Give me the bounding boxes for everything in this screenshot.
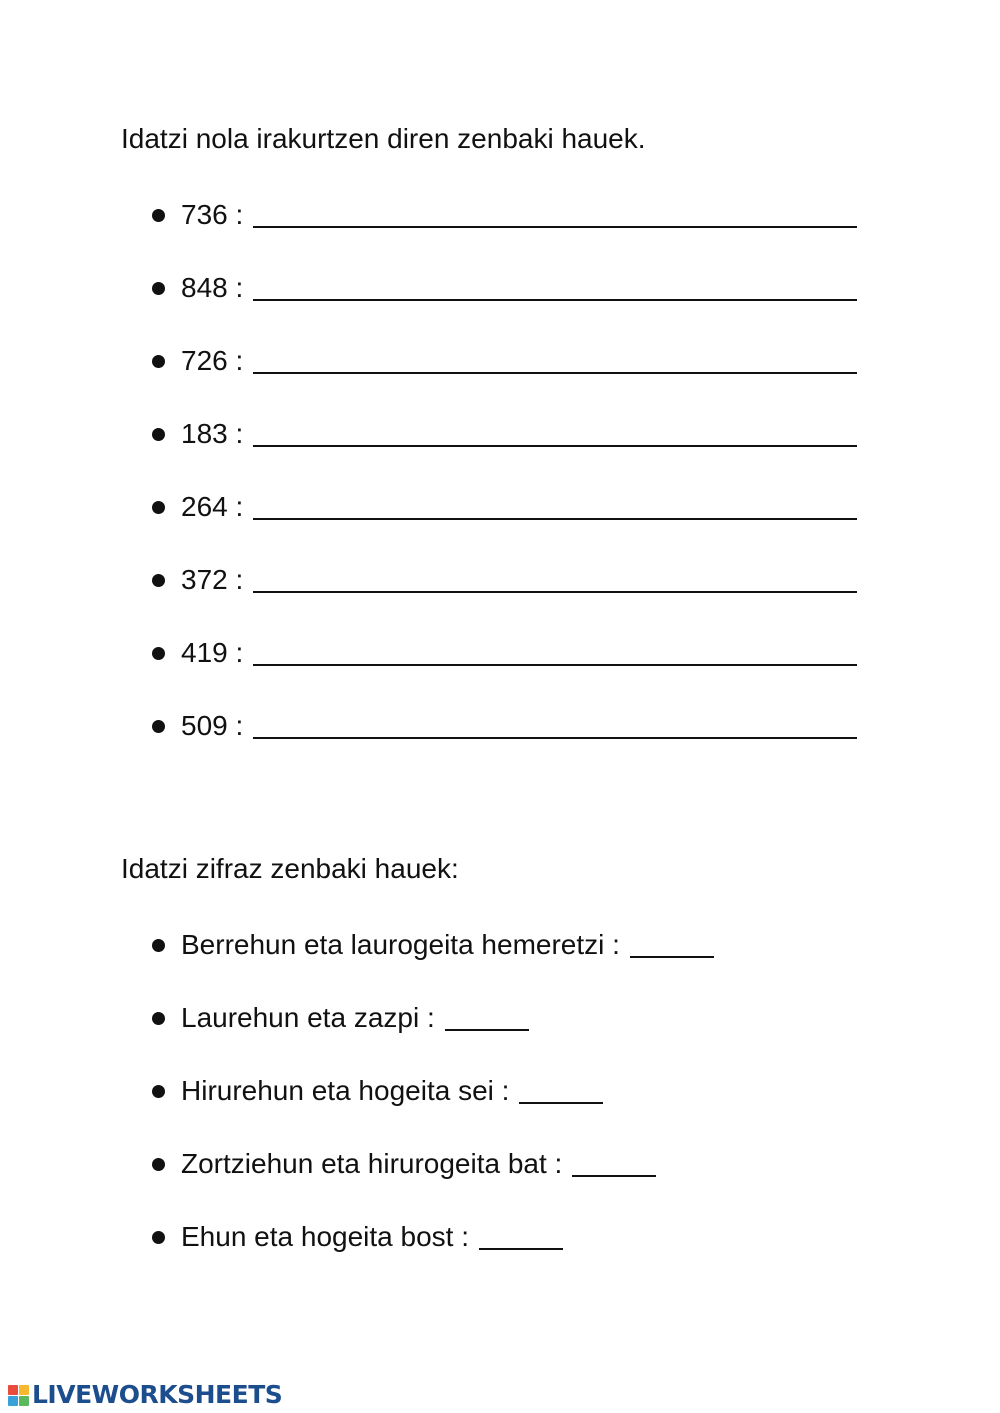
words-label: Hirurehun eta hogeita sei : <box>181 1075 510 1106</box>
bullet-icon <box>152 939 165 952</box>
bullet-icon <box>152 501 165 514</box>
words-item <box>152 1217 563 1253</box>
number-item <box>152 560 857 596</box>
number-item <box>152 633 857 669</box>
number-item <box>152 414 857 450</box>
answer-blank[interactable] <box>572 1175 656 1177</box>
logo-tile <box>19 1385 29 1395</box>
answer-blank[interactable] <box>519 1102 603 1104</box>
answer-blank[interactable] <box>445 1029 529 1031</box>
answer-blank[interactable] <box>253 226 857 228</box>
words-item <box>152 998 529 1034</box>
answer-blank[interactable] <box>630 956 714 958</box>
bullet-icon <box>152 355 165 368</box>
bullet-icon <box>152 720 165 733</box>
section-1-heading: Idatzi nola irakurtzen diren zenbaki hauek. <box>121 123 646 154</box>
answer-blank[interactable] <box>479 1248 563 1250</box>
logo-tiles-icon <box>8 1385 29 1406</box>
words-label: Zortziehun eta hirurogeita bat : <box>181 1148 563 1179</box>
logo-text: LIVEWORKSHEETS <box>32 1380 283 1409</box>
logo-tile <box>8 1396 18 1406</box>
answer-blank[interactable] <box>253 445 857 447</box>
answer-blank[interactable] <box>253 518 857 520</box>
words-label: Laurehun eta zazpi : <box>181 1002 435 1033</box>
bullet-icon <box>152 282 165 295</box>
number-label: 736 : <box>181 199 244 230</box>
words-item <box>152 1144 656 1180</box>
liveworksheets-logo[interactable] <box>8 1381 282 1409</box>
answer-blank[interactable] <box>253 299 857 301</box>
words-item <box>152 1071 603 1107</box>
answer-blank[interactable] <box>253 591 857 593</box>
bullet-icon <box>152 574 165 587</box>
bullet-icon <box>152 1231 165 1244</box>
answer-blank[interactable] <box>253 372 857 374</box>
number-item <box>152 195 857 231</box>
number-label: 183 : <box>181 418 244 449</box>
number-item <box>152 341 857 377</box>
bullet-icon <box>152 1012 165 1025</box>
words-label: Berrehun eta laurogeita hemeretzi : <box>181 929 620 960</box>
words-item <box>152 925 714 961</box>
number-label: 419 : <box>181 637 244 668</box>
bullet-icon <box>152 1085 165 1098</box>
number-label: 726 : <box>181 345 244 376</box>
bullet-icon <box>152 428 165 441</box>
bullet-icon <box>152 647 165 660</box>
number-item <box>152 268 857 304</box>
answer-blank[interactable] <box>253 664 857 666</box>
number-item <box>152 706 857 742</box>
number-item <box>152 487 857 523</box>
number-label: 848 : <box>181 272 244 303</box>
words-label: Ehun eta hogeita bost : <box>181 1221 469 1252</box>
answer-blank[interactable] <box>253 737 857 739</box>
section-2-heading: Idatzi zifraz zenbaki hauek: <box>121 853 459 884</box>
number-label: 509 : <box>181 710 244 741</box>
logo-tile <box>19 1396 29 1406</box>
bullet-icon <box>152 1158 165 1171</box>
bullet-icon <box>152 209 165 222</box>
logo-tile <box>8 1385 18 1395</box>
number-label: 264 : <box>181 491 244 522</box>
number-label: 372 : <box>181 564 244 595</box>
